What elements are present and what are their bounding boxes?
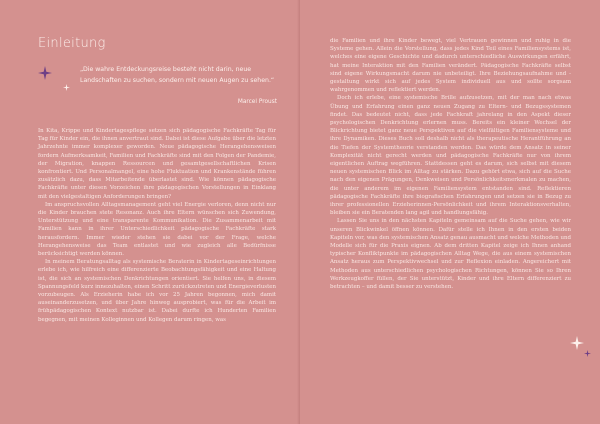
paragraph: Doch ich erlebe, eine systemische Brille aufzusetzen, mit der man nach etwas Übung und Erfahrung einen ganz neuen Zugang zu Eltern- und Bezugssystemen findet. Das bedeutet nicht, dass jede Fachkraft jahrelang in den Aspekt dieser psychologischen Denkrichtung erlernen muss. Bereits ein kleiner Wechsel der Blickrichtung bietet ganz neue Perspektiven auf die vielfältigen Familiensysteme und ihre Dynamiken. Dieses Buch soll deshalb nicht als therapeutische Herantführung an die Tiefen der Systemtheorie verstanden werden. Das würde dem Ansatz in seiner Komplexität nicht gerecht werden und pädagogische Fachkräfte nur von ihrem eigentlichen Auftrag wegführen. Stattdessen geht es darum, sich selbst mit diesem neuen systemischen Blick im Alltag zu stärken. Dazu gehört etwa, sich auf die Suche nach den eigenen Prägungen, Denkweisen und Persönlichkeitsmerkmalen zu machen, die unter anderem im eigenen Familiensystem entstanden sind. Reflektieren pädagogische Fachkräfte ihre biografischen Erfahrungen und setzen sie in Bezug zu ihrer professionellen Erzieherinnen-Persönlichkeit und ihrem Interaktionsverhalten, bleiben sie ein Beratenden lang agil und handlungsfähig. [330,95,571,217]
sparkle-icon [570,336,584,350]
paragraph: Lassen Sie uns in den nächsten Kapiteln gemeinsam auf die Suche gehen, wie wir unseren Blickwinkel öffnen können. Dafür stelle ich Ihnen in den ersten beiden Kapiteln vor, was den systemischen Ansatz genau ausmacht und welche Methoden und Modelle sich für die Praxis eignen. Ab dem dritten Kapitel zeige ich Ihnen anhand typischer Konfliktpunkte im pädagogischen Alltag Wege, die aus einem systemischen Ansatz heraus zum Perspektivwechsel und zur Reflexion einladen. Angereichert mit Methoden aus unterschiedlichen psychologischen Richtungen, können Sie so Ihren Werkzeugkoffer füllen, der Sie unterstützt, Kinder und ihre Eltern differenziert zu betrachten – und damit besser zu verstehen. [330,218,571,291]
sparkle-icon [38,66,52,80]
chapter-heading: Einleitung [38,36,106,51]
sparkle-icon [584,350,591,357]
body-text [330,37,571,291]
paragraph: In Kita, Krippe und Kindertagespflege setzen sich pädagogische Fachkräfte Tag für Tag für Kinder ein, die ihnen anvertraut sind. Dabei ist diese Aufgabe über die letzten Jahrzehnte immer komplexer geworden. Neue pädagogische Herangehensweisen fordern Aufmerksamkeit, Familien und Fachkräfte sind mit den Folgen der Pandemie, der Migration, knappen Ressourcen und gesamtgesellschaftlichen Krisen konfrontiert. Und Personalmangel, eine hohe Fluktuation und Krankenstände führen zusätzlich dazu, dass Mitarbeitende überlastet sind. Wie können pädagogische Fachkräfte unter diesen Vorzeichen ihre pädagogischen Vorstellungen in Einklang mit den vielgestaltigen Anforderungen bringen? [38,128,276,200]
sparkle-icon [63,84,70,91]
epigraph-quote: „Die wahre Entdeckungsreise besteht nicht darin, neue Landschaften zu suchen, sondern mit neuen Augen zu sehen.“ [80,66,275,85]
paragraph: Im anspruchsvollen Alltagsmanagement geht viel Energie verloren, denn nicht nur die Kinder brauchen stete Resonanz. Auch ihre Eltern wünschen sich Zuwendung, Unterstützung und eine transparente Kommunikation. Die Zusammenarbeit mit Familien kann in ihrer Unterschiedlichkeit pädagogische Fachkräfte stark herausfordern. Immer wieder stehen sie dabei vor der Frage, welche Herangehensweise das Team entlastet und wie zugleich alle Bedürfnisse berücksichtigt werden können. [38,201,276,258]
epigraph-author: Marcel Proust [237,99,277,105]
right-page [300,0,600,424]
paragraph: In meinem Beratungsalltag als systemische Beraterin in Kindertageseinrichtungen erlebe ich, wie hilfreich eine differenzierte Beobachtungsfähigkeit und eine Haltung ist, die sich an systemischen Denkrichtungen orientiert. Sie helfen uns, in diesem Spannungsfeld kurz innezuhalten, einen Schritt zurückzutreten und Energieverlusten vorzubeugen. Als Erzieherin habe ich vor 25 Jahren begonnen, mich damit auseinanderzusetzen, und über Jahre hinweg ausprobiert, was für die Arbeit im frühpädagogischen Kontext nutzbar ist. Dabei durfte ich Hunderten Familien begegnen, mit meinen Kolleginnen und Kollegen darum ringen, was [38,259,276,323]
body-text [38,127,276,324]
paragraph: die Familien und ihre Kinder bewegt, viel Vertrauen gewinnen und ruhig in die Systeme gehen. Allein die Vorstellung, dass jedes Kind Teil eines Familiensystems ist, welches eine eigene Geschichte und dadurch unterschiedliche Auswirkungen erfährt, hat meine Interaktion mit den Familien verändert. Pädagogische Fachkräfte selbst sind eigene Wirkungsmacht darum nie unbeteiligt. Ihre Beziehungsaufnahme und -gestaltung wirkt sich auf jedes System individuell aus und sollte sorgsam wahrgenommen und reflektiert werden. [330,38,571,94]
